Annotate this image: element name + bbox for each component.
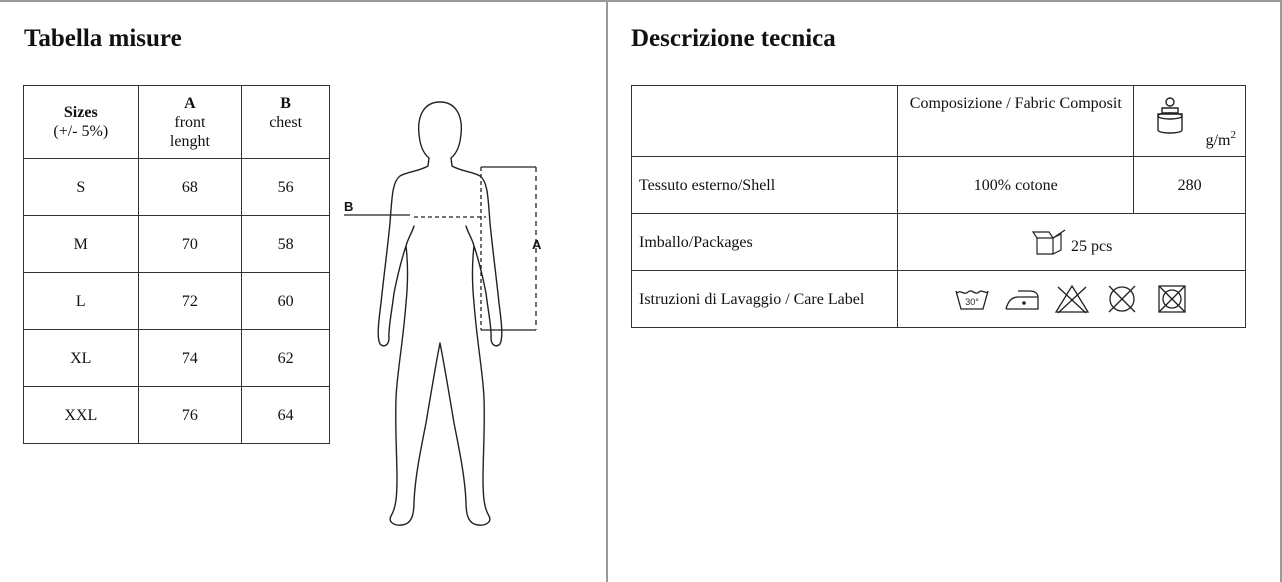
page-top-border: [0, 0, 1282, 2]
wash-temperature: 30°: [964, 297, 979, 307]
table-row: [24, 273, 330, 330]
iron-low-icon: [1004, 283, 1040, 315]
packages-value-cell: [898, 214, 1246, 271]
technical-header-row: [632, 86, 1246, 157]
size-cell: XXL: [24, 387, 139, 444]
header-b-letter: B: [280, 94, 291, 112]
measure-b-label: B: [344, 199, 354, 214]
table-row: [632, 157, 1246, 214]
front-length-cell: 70: [138, 216, 242, 273]
front-length-cell: 74: [138, 330, 242, 387]
size-chart-header-row: [24, 86, 330, 159]
size-cell: M: [24, 216, 139, 273]
chest-cell: 56: [242, 159, 330, 216]
front-length-cell: 68: [138, 159, 242, 216]
shell-weight: 280: [1134, 157, 1246, 214]
size-chart-table: [23, 85, 330, 444]
chest-cell: 62: [242, 330, 330, 387]
header-front-label: front: [174, 113, 206, 131]
body-measurement-figure: [340, 98, 560, 530]
header-a-letter: A: [184, 94, 196, 112]
packages-label: Imballo/Packages: [632, 214, 898, 271]
header-front-length: [138, 86, 242, 159]
technical-description-title: Descrizione tecnica: [631, 25, 836, 52]
table-row: [632, 271, 1246, 328]
header-chest: [242, 86, 330, 159]
table-row: [24, 387, 330, 444]
composition-header: Composizione / Fabric Composit: [898, 86, 1134, 157]
empty-header-cell: [632, 86, 898, 157]
shell-label: Tessuto esterno/Shell: [632, 157, 898, 214]
care-icons-cell: [898, 271, 1246, 328]
front-length-cell: 76: [138, 387, 242, 444]
size-cell: S: [24, 159, 139, 216]
chest-cell: 64: [242, 387, 330, 444]
weight-scale-icon: [1152, 96, 1188, 136]
care-label: Istruzioni di Lavaggio / Care Label: [632, 271, 898, 328]
header-chest-label: chest: [269, 113, 303, 131]
table-row: [632, 214, 1246, 271]
no-dry-clean-icon: [1104, 283, 1140, 315]
size-chart-title: Tabella misure: [24, 25, 182, 52]
wash-30-icon: [954, 283, 990, 315]
body-outline: [378, 102, 502, 525]
left-arm-inner-line: [406, 226, 414, 246]
packages-value: 25 pcs: [1071, 238, 1113, 255]
no-tumble-dry-icon: [1154, 283, 1190, 315]
weight-header: [1134, 86, 1246, 157]
weight-unit-base: g/m: [1205, 132, 1231, 149]
measure-a-label: A: [532, 237, 542, 252]
chest-cell: 60: [242, 273, 330, 330]
weight-unit-exponent: 2: [1230, 129, 1236, 141]
technical-table: [631, 85, 1246, 328]
shell-composition: 100% cotone: [898, 157, 1134, 214]
weight-unit: [1206, 126, 1236, 150]
header-sizes-tolerance: (+/- 5%): [53, 123, 109, 140]
table-row: [24, 216, 330, 273]
chest-cell: 58: [242, 216, 330, 273]
open-box-icon: [1031, 228, 1067, 256]
header-length-label: lenght: [169, 132, 210, 150]
header-sizes-title: Sizes: [63, 104, 98, 121]
table-row: [24, 330, 330, 387]
right-arm-inner-line: [466, 226, 474, 246]
size-cell: XL: [24, 330, 139, 387]
section-divider: [606, 0, 608, 582]
table-row: [24, 159, 330, 216]
size-cell: L: [24, 273, 139, 330]
header-sizes: [24, 86, 139, 159]
no-bleach-icon: [1054, 283, 1090, 315]
front-length-cell: 72: [138, 273, 242, 330]
